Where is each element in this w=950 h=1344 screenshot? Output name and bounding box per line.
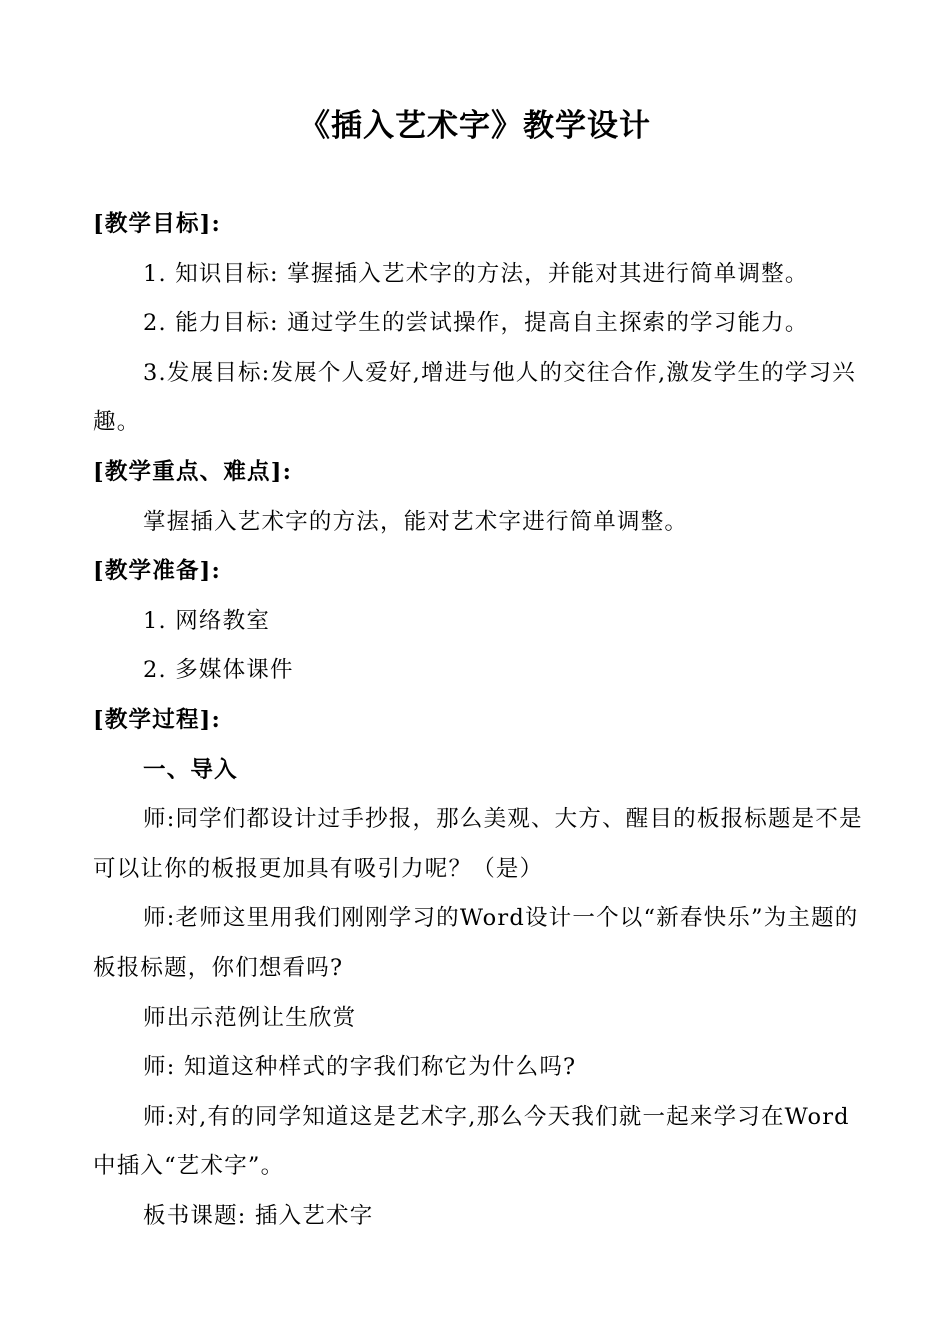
process-heading: [教学过程]: xyxy=(93,706,221,733)
objective-item-3: 3.发展目标:发展个人爱好,增进与他人的交往合作,激发学生的学习兴趣。 xyxy=(93,359,856,436)
process-paragraph-6: 板书课题: 插入艺术字 xyxy=(143,1202,374,1229)
process-paragraph-3: 师出示范例让生欣赏 xyxy=(143,1004,357,1031)
document-title: 《插入艺术字》教学设计 xyxy=(299,108,651,144)
process-paragraph-4: 师: 知道这种样式的字我们称它为什么吗? xyxy=(143,1054,577,1081)
objectives-heading: [教学目标]: xyxy=(93,211,221,237)
process-subheading-intro: 一、导入 xyxy=(143,756,238,783)
key-points-text: 掌握插入艺术字的方法，能对艺术字进行简单调整。 xyxy=(143,508,689,535)
objective-item-1: 1. 知识目标: 掌握插入艺术字的方法，并能对其进行简单调整。 xyxy=(143,260,809,287)
key-points-heading: [教学重点、难点]: xyxy=(93,458,293,485)
process-paragraph-2: 师:老师这里用我们刚刚学习的Word设计一个以“新春快乐”为主题的板报标题，你们想看吗? xyxy=(93,905,859,981)
document-body xyxy=(93,200,863,1241)
preparation-heading: [教学准备]: xyxy=(93,558,221,585)
objective-item-2: 2. 能力目标: 通过学生的尝试操作，提高自主探索的学习能力。 xyxy=(143,310,809,337)
preparation-item-1: 1. 网络教室 xyxy=(143,607,271,634)
preparation-item-2: 2. 多媒体课件 xyxy=(143,657,294,684)
process-paragraph-1: 师:同学们都设计过手抄报，那么美观、大方、醒目的板报标题是不是可以让你的板报更加具有吸引力呢？（是） xyxy=(93,806,863,882)
process-paragraph-5: 师:对,有的同学知道这是艺术字,那么今天我们就一起来学习在Word中插入“艺术字”。 xyxy=(93,1103,850,1180)
